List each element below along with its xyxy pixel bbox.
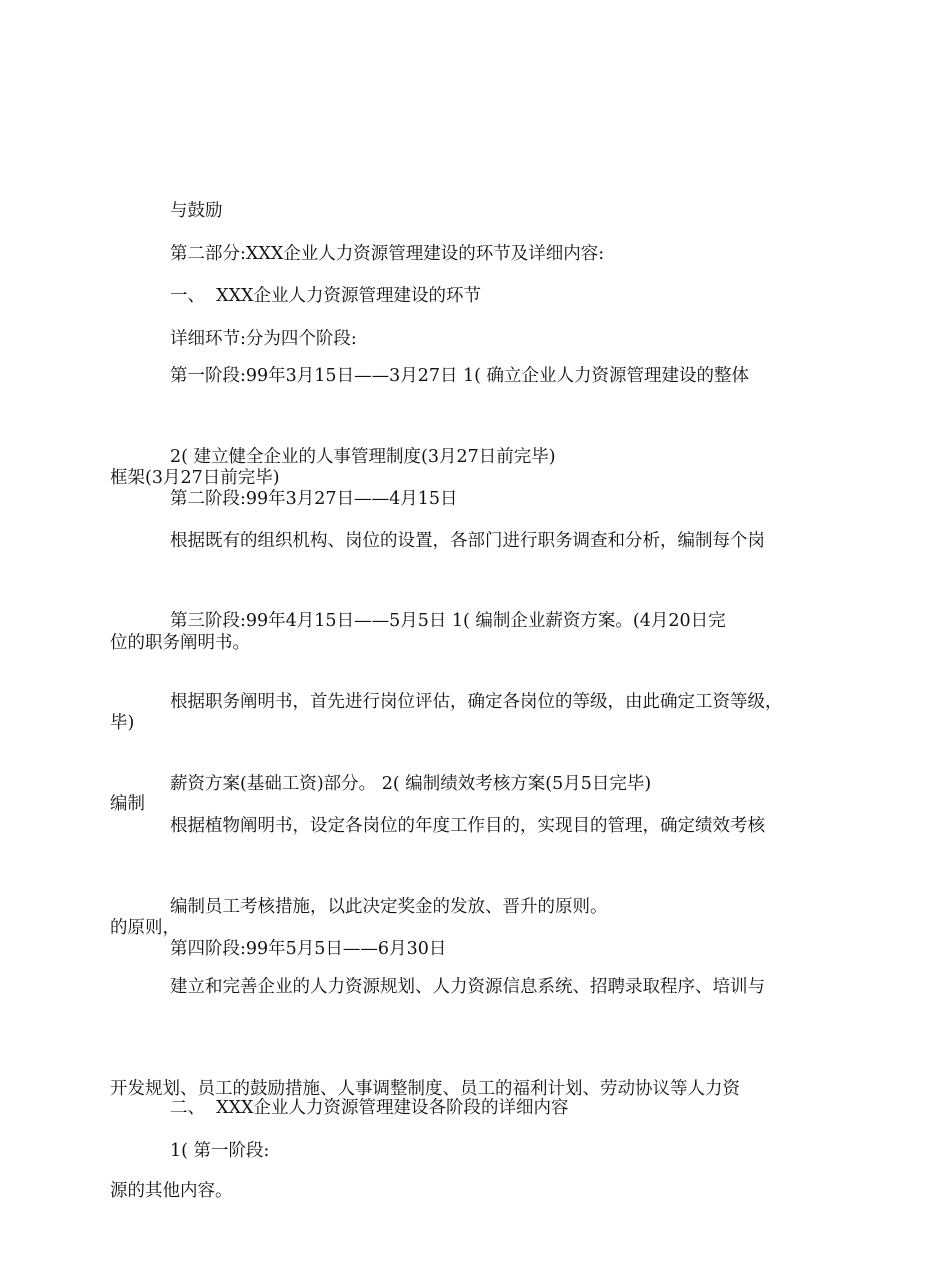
text-line: 根据职务阐明书，首先进行岗位评估，确定各岗位的等级，由此确定工资等级，	[170, 692, 783, 712]
text-line: 第二部分:XXX企业人力资源管理建设的环节及详细内容:	[170, 244, 605, 264]
text-line: 第二阶段:99年3月27日——4月15日	[170, 489, 458, 509]
text-line: 根据既有的组织机构、岗位的设置，各部门进行职务调查和分析，编制每个岗	[170, 531, 765, 551]
text-line: 二、 XXX企业人力资源管理建设各阶段的详细内容	[170, 1098, 569, 1118]
text-line: 编制	[110, 794, 145, 814]
text-line: 源的其他内容。	[110, 1181, 233, 1201]
text-line: 位的职务阐明书。	[110, 633, 250, 653]
text-line: 建立和完善企业的人力资源规划、人力资源信息系统、招聘录取程序、培训与	[170, 977, 765, 997]
text-line: 与鼓励	[170, 201, 223, 221]
text-line: 一、 XXX企业人力资源管理建设的环节	[170, 286, 481, 306]
text-line: 第一阶段:99年3月15日——3月27日 1( 确立企业人力资源管理建设的整体	[170, 366, 750, 386]
text-line: 第四阶段:99年5月5日——6月30日	[170, 939, 447, 959]
text-line: 详细环节:分为四个阶段:	[170, 329, 357, 349]
paragraph-first-stage-label	[140, 1066, 815, 1236]
text-line: 2( 建立健全企业的人事管理制度(3月27日前完毕)	[170, 447, 556, 467]
text-line: 薪资方案(基础工资)部分。 2( 编制绩效考核方案(5月5日完毕)	[170, 774, 652, 794]
text-line: 开发规划、员工的鼓励措施、人事调整制度、员工的福利计划、劳动协议等人力资	[110, 1079, 740, 1099]
text-line: 第三阶段:99年4月15日——5月5日 1( 编制企业薪资方案。(4月20日完	[170, 611, 726, 631]
text-line: 根据植物阐明书，设定各岗位的年度工作目的，实现目的管理，确定绩效考核	[170, 816, 765, 836]
text-line: 的原则，	[110, 918, 180, 938]
text-line: 编制员工考核措施，以此决定奖金的发放、晋升的原则。	[170, 897, 608, 917]
text-line: 框架(3月27日前完毕)	[110, 468, 280, 488]
text-line: 1( 第一阶段:	[170, 1141, 270, 1161]
text-line: 毕)	[110, 713, 135, 733]
